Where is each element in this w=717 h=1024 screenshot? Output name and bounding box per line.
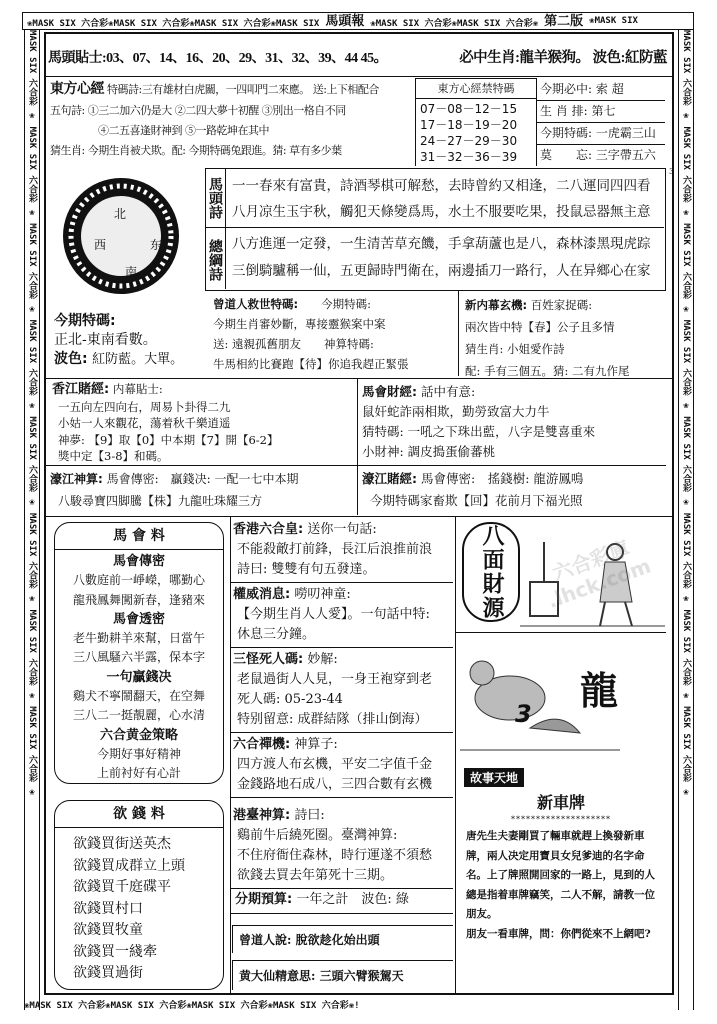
divider	[458, 291, 459, 376]
side-value: 第七	[591, 104, 616, 118]
hjd-title: 濠江賭經:	[362, 471, 417, 486]
compass-south: 南	[125, 265, 138, 279]
mahui-heading: 馬會透密	[112, 611, 165, 627]
compass-north: 北	[114, 207, 127, 221]
mid-sub: 嘮叨神童:	[294, 587, 351, 602]
tips-label: 馬頭貼士:	[48, 51, 107, 66]
mid-section	[231, 804, 453, 889]
color-value: 紅防藍。大單。	[92, 352, 184, 367]
poem-label: 馬頭詩	[206, 169, 226, 227]
mahui-heading: 馬會傳密	[112, 554, 165, 569]
hjs-sub: 馬會傳密: 贏錢决: 一配一七中本期	[106, 472, 299, 486]
compass-west: 西	[94, 238, 107, 252]
dragon-character: 龍	[580, 668, 619, 713]
story-body	[466, 827, 662, 944]
mid-title: 六合禪機:	[233, 737, 291, 752]
ban-row: 24－27－29－30	[420, 134, 518, 148]
mh-line: 鼠奸蛇詐兩相欺，勤勞致富大力牛	[362, 404, 550, 419]
side-value: 索 超	[595, 82, 624, 96]
mid-sub: 神算子:	[294, 737, 338, 752]
mid-line: 金錢路地石成八，三四合數有玄機	[237, 777, 433, 792]
fenqi-value: 一年之計 波色: 綠	[296, 892, 409, 907]
yuqian-title: 欲 錢 料	[55, 801, 223, 828]
hjd-sub: 馬會傳密: 搖錢樹: 龍游鳳鳴	[420, 471, 584, 486]
mahui-title: 馬 會 料	[55, 523, 223, 550]
poems-box	[205, 168, 666, 291]
zeng-line: 今期生肖審妙斷，專接靈猴案中案	[213, 317, 386, 331]
mahui-line: 八數庭前一崢嶸，哪勤心	[72, 573, 205, 588]
mahui-line: 上前衬好有心計	[96, 766, 181, 781]
mid-title: 香港六合皇:	[233, 522, 304, 537]
zodiac-label: 必中生肖:	[459, 50, 520, 66]
ban-table	[415, 78, 537, 166]
mh-title: 馬會財經:	[362, 384, 417, 399]
color-label: 波色:	[592, 50, 625, 66]
special-value: 正北-東南看數。	[54, 332, 157, 348]
tips-row	[48, 48, 387, 70]
story-para: 朋友一看車牌，問：你們從來不上網吧?	[466, 927, 651, 940]
hjd-block	[362, 468, 583, 512]
zodiac-value: 龍羊猴狗。	[519, 50, 590, 66]
mahui-heading: 六合黄金策略	[99, 727, 178, 743]
east-title: 東方心經	[50, 81, 104, 97]
xin-sub: 百姓家捉碼:	[530, 298, 593, 312]
story-title: 新車牌	[536, 793, 585, 812]
mh-sub: 話中有意:	[420, 384, 476, 399]
send-label: 送:	[312, 83, 327, 96]
five-line: ④二五喜逢財神到	[98, 124, 182, 137]
mid-line: 不能殺敵打前鋒，長江后浪推前浪	[237, 542, 433, 557]
masthead: 馬頭報	[325, 14, 365, 29]
compass-wheel-icon	[60, 175, 182, 297]
xj-line: 小姑一人來觀花，蕩着秋千樂逍遥	[58, 416, 231, 430]
mid-line: 詩曰: 雙雙有句五發達。	[237, 562, 376, 577]
color-label: 波色:	[54, 351, 88, 367]
mahui-line: 鷄犬不寧鬧翻天，在空舞	[72, 689, 205, 704]
mid-section	[231, 648, 453, 733]
mid-section	[231, 583, 453, 648]
bamian-badge	[462, 522, 520, 622]
watermark: 六合彩庫 .lhck.com	[544, 535, 654, 614]
xj-block	[52, 381, 279, 465]
ban-row: 17－18－19－20	[420, 118, 518, 132]
mid-line: 休息三分鐘。	[237, 627, 316, 642]
edition-label: 第二版	[544, 14, 584, 29]
poem-line: 八方進運一定發，一生清苦草充饑，手拿葫蘆也是八，森林漆黑現虎踪	[232, 236, 651, 252]
divider	[44, 76, 674, 77]
number-three: 3	[515, 700, 532, 728]
xin-line: 猜生肖: 小姐愛作詩	[465, 342, 565, 356]
yuqian-line: 欲錢買千庭碟平	[73, 879, 171, 895]
zengdao-says: 曾道人說: 脫欲趁化始出頭	[232, 925, 453, 953]
story-para: 唐先生夫妻剛買了輛車就趕上換發新車牌，兩人决定用寶貝女兒爹迪的名字命名。上了牌照開回家的一路上，見到的人總是指着車牌竊笑，二人不解，請教一位朋友。	[466, 830, 655, 920]
mid-line: 不住府衙住森林，時行運遂不須愁	[237, 848, 433, 863]
mid-title: 權威消息:	[233, 587, 291, 602]
hjs-title: 濠江神算:	[50, 472, 103, 486]
xj-line: 神夢: 【9】取【0】中本期【7】開【6-2】	[58, 432, 279, 447]
zeng-line: 牛馬相約比賽跑【待】你追我趕正緊張	[213, 357, 409, 371]
story-tag: 故事天地	[464, 768, 524, 787]
right-strip: MASK SIX 六合彩 ❀ MASK SIX 六合彩 ❀ MASK SIX 六合彩 ❀ MASK SIX 六合彩 ❀ MASK SIX 六合彩 ❀ MASK SIX 六合彩 ❀ MASK SIX 六合彩 ❀ MASK SIX 六合彩 ❀	[678, 30, 694, 1010]
top-banner	[22, 12, 694, 30]
yuqian-line: 欲錢買牧童	[73, 922, 143, 938]
ban-title: 東方心經禁特碼	[416, 79, 536, 99]
mid-title: 港臺神算:	[233, 808, 291, 823]
compass-special	[54, 312, 183, 369]
xin-line: 配: 手有三個五。猜: 二有九作尾	[465, 364, 630, 378]
mahui-heading: 一句贏錢决	[106, 669, 172, 685]
mahui-line: 老牛勤耕羊來幫，日當午	[72, 631, 205, 646]
tips-value: 03、07、14、16、20、29、31、32、39、44 45。	[106, 51, 388, 66]
mid-sub: 送你一句話:	[307, 522, 377, 537]
mid-line: 死人碼: 05-23-44	[237, 692, 343, 707]
mahui-line: 今期好事好精神	[96, 746, 181, 761]
ban-row: 07－08－12－15	[420, 102, 518, 116]
poem-line: 三倒騎驢稱一仙，五更歸時門衛在，兩邊插刀一路行，人在异鄉心在家	[232, 263, 651, 279]
left-strip: MASK SIX 六合彩 ❀ MASK SIX 六合彩 ❀ MASK SIX 六合彩 ❀ MASK SIX 六合彩 ❀ MASK SIX 六合彩 ❀ MASK SIX 六合彩 ❀ MASK SIX 六合彩 ❀ MASK SIX 六合彩 ❀	[24, 30, 40, 1010]
poem: 三有雄材白虎關，一四叩門二來應。	[141, 83, 310, 96]
five-line: ③別出一格自不同	[261, 104, 346, 117]
poem-label: 特碼詩:	[107, 83, 142, 96]
five-line: ①三二加六仍是大	[87, 104, 172, 117]
mid-line: 鷄前牛后繞死圈。臺灣神算:	[237, 828, 398, 843]
mid-line: 【今期生肖人人愛】。一句話中特:	[237, 607, 430, 622]
side-key: 莫 忘:	[540, 148, 593, 162]
xin-block	[465, 294, 665, 382]
mid-sub: 詩曰:	[294, 808, 325, 823]
mahui-line: 龍飛鳳舞闖新春，逢豬來	[72, 592, 205, 607]
side-key: 今期特碼:	[540, 126, 593, 140]
mid-section	[231, 733, 453, 798]
story-divider: ********************	[511, 815, 611, 824]
mid-line: 特别留意: 成群結隊（排山倒海）	[237, 712, 428, 727]
divider	[44, 516, 674, 517]
huangdaxian: 黄大仙精意思: 三頭六臂猴駕天	[232, 960, 453, 990]
mid-line: 老鼠過街人人見，一身王袍穿到老	[237, 672, 433, 687]
side-value: 三字帶五六	[595, 148, 656, 162]
mid-section	[231, 518, 453, 583]
yuqian-line: 欲錢買過街	[73, 965, 143, 981]
side-table	[537, 78, 665, 166]
zeng-line: 送: 遠親孤舊朋友	[213, 337, 302, 351]
banner-text: ❀MASK SIX 六合彩❀MASK SIX 六合彩❀MASK SIX 六合彩❀MASK SIX	[27, 19, 320, 29]
divider	[44, 378, 674, 379]
divider	[357, 378, 358, 515]
mahui-box	[54, 522, 224, 784]
side-key: 今期必中:	[540, 82, 593, 96]
send: 上下相配合	[326, 83, 379, 96]
side-key: 生 肖 排:	[540, 104, 588, 118]
bamian-text: 八面財源	[479, 524, 504, 620]
poem-line: 一一春來有富貴，詩酒琴棋可解愁，去時曾約又相逢，二八運同四四看	[232, 178, 651, 194]
yuqian-box	[54, 800, 224, 990]
poem-line: 八月凉生玉宇秋，觸犯天條變爲馬，水土不服要吃果，投鼠忌器無主意	[232, 204, 651, 220]
mahui-line: 三八風騷六半露，保本字	[72, 650, 205, 665]
hjs-block	[50, 468, 299, 512]
banner-text: ❀MASK SIX	[589, 16, 638, 26]
mid-line: 欲錢去買去年第死十三期。	[237, 868, 394, 883]
xj-sub: 内幕貼士:	[112, 382, 163, 396]
divider	[44, 465, 666, 466]
mid-line: 四方渡人布玄機，平安二字值千金	[237, 757, 433, 772]
xj-title: 香江賭經:	[52, 382, 110, 397]
xj-line: 一五向左四向右，周易卜卦得二九	[58, 399, 231, 414]
xin-title: 新内幕玄機:	[465, 298, 528, 312]
yuqian-line: 欲錢買街送英杰	[73, 836, 171, 852]
side-value: 一虎霸三山	[595, 126, 656, 140]
zodiac-row	[459, 47, 667, 69]
yuqian-line: 欲錢買成群立上頭	[73, 857, 185, 874]
ban-row: 31－32－36－39	[420, 150, 518, 164]
five-line: ⑤一路乾坤在其中	[185, 124, 269, 137]
xj-line: 獎中定【3-8】和碼。	[58, 449, 169, 463]
east-block	[50, 80, 412, 161]
banner-text: ❀MASK SIX 六合彩❀MASK SIX 六合彩❀	[370, 19, 539, 29]
divider	[455, 516, 456, 995]
mid-title: 三怪死人碼:	[233, 652, 304, 667]
page-number: 3	[669, 167, 675, 176]
xin-line: 兩次皆中特【春】公子且多情	[465, 320, 615, 334]
mahui-line: 三八二一挺靚麗，心水清	[72, 708, 205, 723]
zeng-block	[213, 294, 453, 374]
poem-label: 總綱詩	[206, 227, 226, 289]
special-label: 今期特碼:	[54, 313, 116, 329]
zeng-line: 神算特碼:	[324, 337, 374, 351]
guess-zodiac: 猜生肖: 今期生肖被犬欺。配: 今期特碼兔跟進。猜: 草有多少葉	[50, 144, 342, 157]
five-label: 五句詩:	[50, 104, 85, 117]
five-line: ②二四大夢十初醒	[174, 104, 259, 117]
hjs-line: 八駿尋寶四脚騰【株】九龍吐珠耀三方	[58, 494, 263, 508]
bottom-strip: ❀MASK SIX 六合彩❀MASK SIX 六合彩❀MASK SIX 六合彩❀MASK SIX 六合彩❀!	[24, 1001, 360, 1011]
yuqian-line: 欲錢買村口	[73, 900, 143, 917]
hjd-line: 今期特碼家畜欺【回】花前月下福光照	[370, 493, 583, 508]
mh-line: 小財神: 調皮搗蛋偷蕃桃	[362, 444, 496, 459]
zeng-sub: 今期特碼:	[321, 297, 371, 311]
zeng-title: 曾道人救世特碼:	[213, 297, 299, 311]
color-value: 紅防藍	[625, 50, 667, 66]
fenqi	[235, 889, 409, 911]
mid-sub: 妙解:	[307, 652, 338, 667]
yuqian-line: 欲錢買一綫牽	[73, 943, 157, 960]
compass-east: 东	[150, 238, 163, 252]
mh-block	[362, 382, 595, 462]
fenqi-title: 分期預算:	[235, 892, 293, 907]
mh-line: 猜特碼: 一吼之下珠出藍，八字是雙喜重來	[362, 424, 596, 439]
